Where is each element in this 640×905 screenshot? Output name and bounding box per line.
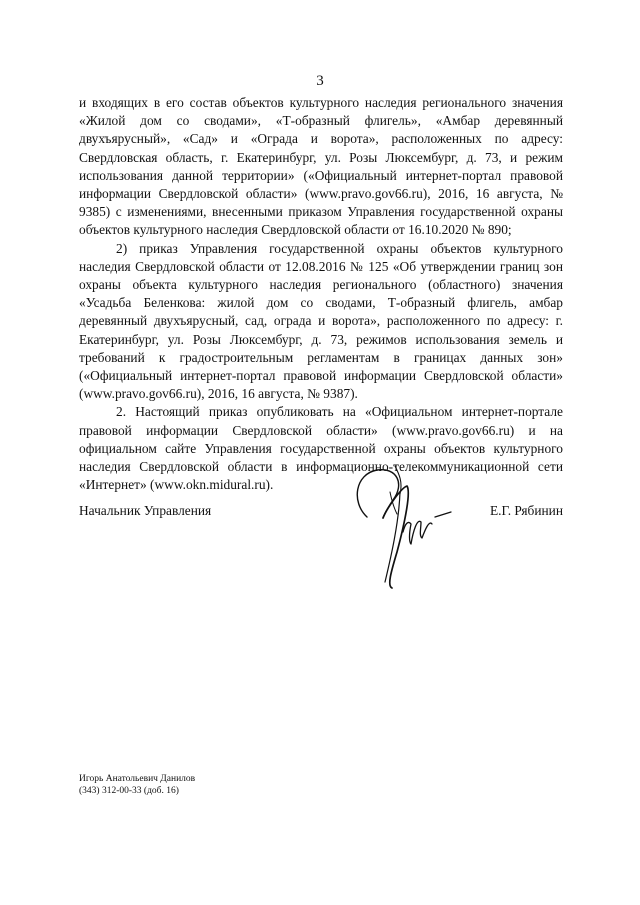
signatory-name: Е.Г. Рябинин — [489, 503, 563, 518]
signatory-position: Начальник Управления — [79, 503, 212, 518]
paragraph-continuation: и входящих в его состав объектов культурного наследия регионального значения «Жилой дом со сводами», «Т-образный флигель», «Амбар деревянный двухъярусный», «Сад» и «Ограда и ворота», расположенных по адресу: Свердловская область, г. Екатеринбург, ул. Розы Люксембург, д. 73, и режим использования данной территории» («Официальный интернет-портал правовой информации Свердловской области» (www.pravo.gov66.ru), 2016, 16 августа, № 9385) с изменениями, внесенными приказом Управления государственной охраны объектов культурного наследия Свердловской области от 16.10.2020 № 890; — [79, 95, 563, 238]
handwritten-signature — [345, 462, 465, 590]
document-body — [79, 94, 563, 494]
executor-phone: (343) 312-00-33 (доб. 16) — [79, 786, 179, 796]
executor-name: Игорь Анатольевич Данилов — [79, 774, 196, 784]
paragraph-publication: 2. Настоящий приказ опубликовать на «Официальном интернет-портале правовой информации Свердловской области» (www.pravo.gov66.ru) и на официальном сайте Управления государственной охраны объектов культурного наследия Свердловской области в информационно-телекоммуникационной сети «Интернет» (www.okn.midural.ru). — [79, 404, 563, 493]
executor-info — [79, 773, 195, 797]
page-number: 3 — [316, 73, 324, 89]
paragraph-item-2: 2) приказ Управления государственной охраны объектов культурного наследия Свердловской области от 12.08.2016 № 125 «Об утверждении границ зон охраны объекта культурного наследия регионального (областного) значения «Усадьба Беленкова: жилой дом со сводами, Т-образный флигель, амбар деревянный двухъярусный, сад, ограда и ворота», расположенного по адресу: г. Екатеринбург, ул. Розы Люксембург, д. 73, режимов использования земель и требований к градостроительным регламентам в границах данных зон» («Официальный интернет-портал правовой информации Свердловской области» (www.pravo.gov66.ru), 2016, 16 августа, № 9387). — [79, 240, 563, 402]
signature-block — [79, 503, 563, 523]
